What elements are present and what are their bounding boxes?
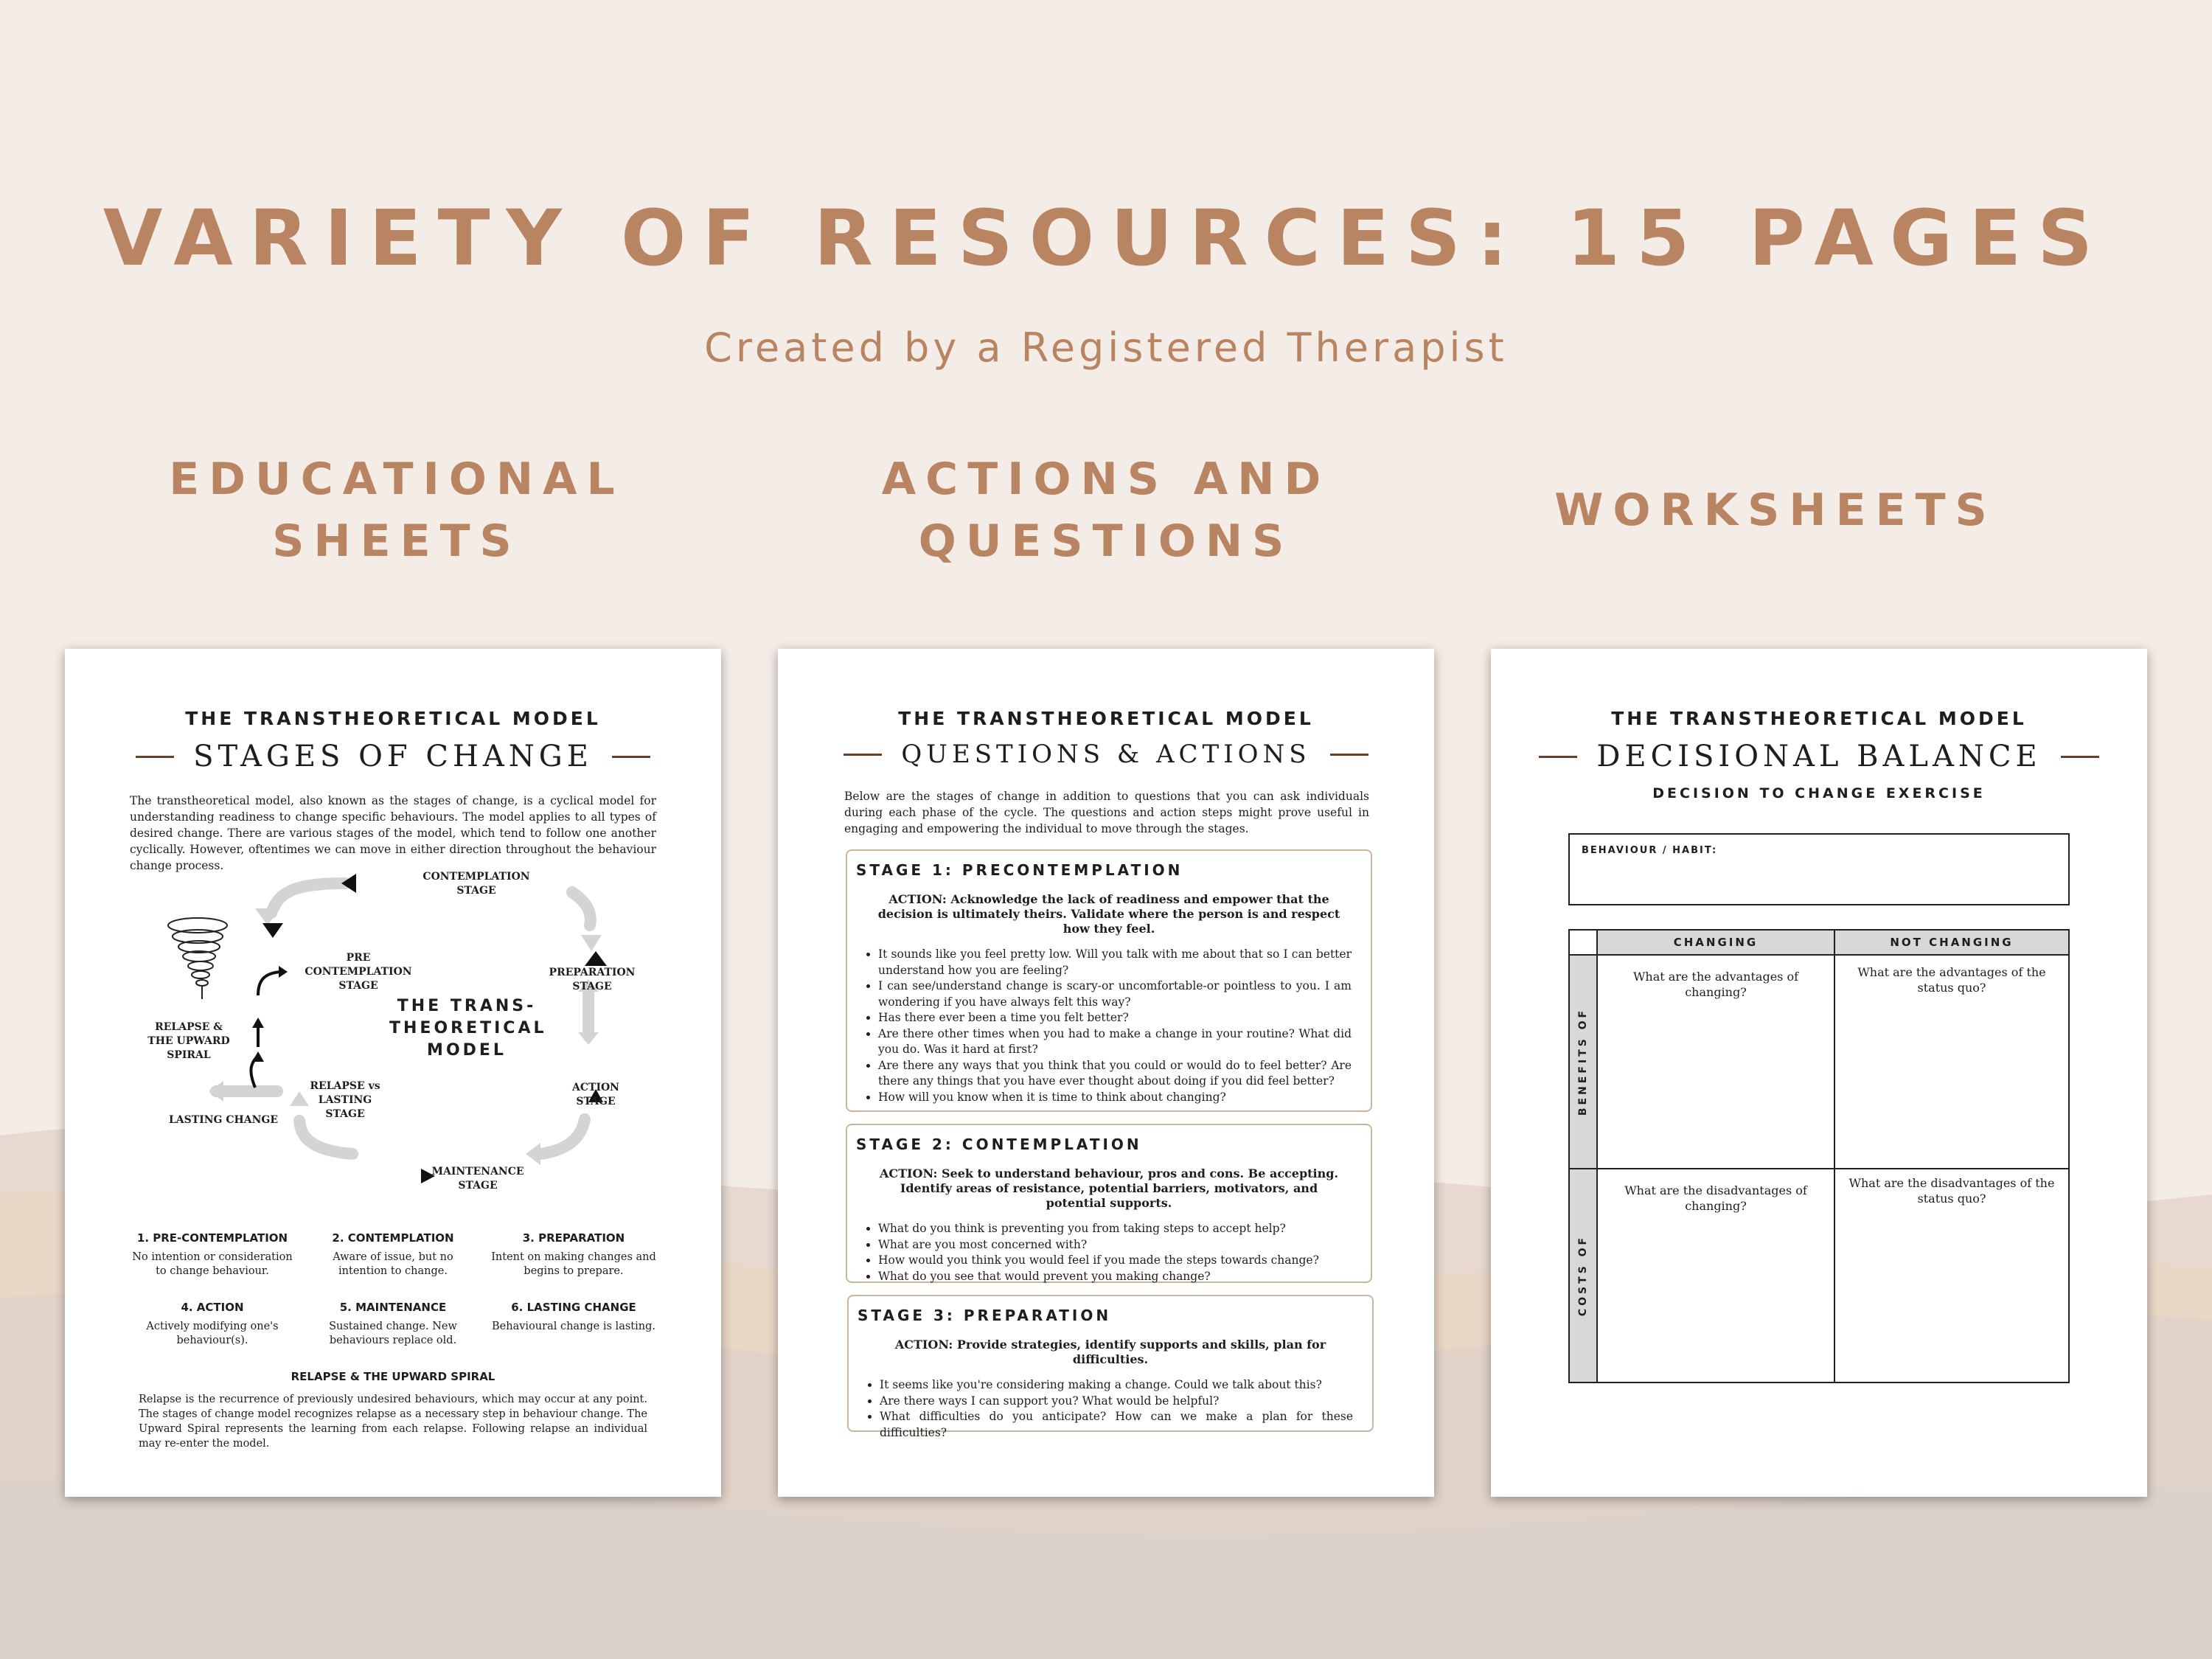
sheet-title-text: QUESTIONS & ACTIONS	[901, 740, 1311, 769]
costs-not-changing-cell[interactable]	[1834, 1168, 2070, 1383]
sheet-title	[1491, 740, 2147, 773]
sheet-overline: THE TRANSTHEORETICAL MODEL	[185, 708, 601, 729]
stage-marker	[262, 923, 283, 938]
center-line: THEORETICAL	[389, 1019, 547, 1037]
list-item: • Are there any ways that you think that you could or would do to feel better? Are there any things that you have ever thought about doing if you did feel better?	[878, 1058, 1352, 1090]
cell-prompt: What are the advantages of the status quo?	[1857, 965, 2046, 995]
list-item: • What difficulties do you anticipate? How can we make a plan for these difficulties?	[880, 1409, 1353, 1441]
stage-heading: 4. ACTION	[181, 1301, 244, 1314]
cycle-label-contemplation	[417, 870, 535, 898]
stage-description	[485, 1320, 662, 1334]
question-list	[863, 1377, 1353, 1441]
question-list	[862, 1221, 1352, 1284]
list-item: • It seems like you're considering making a change. Could we talk about this?	[880, 1377, 1353, 1394]
list-item: • How would you think you would feel if you made the steps towards change?	[878, 1253, 1352, 1269]
benefits-not-changing-cell[interactable]	[1834, 954, 2070, 1169]
stage-summary-3	[485, 1231, 662, 1279]
stage-box-preparation	[847, 1295, 1374, 1439]
label-line: STAGE	[456, 885, 496, 897]
behaviour-habit-label: BEHAVIOUR / HABIT:	[1582, 845, 1718, 856]
arrow-head	[255, 908, 280, 925]
relapse-text: Relapse is the recurrence of previously undesired behaviours, which may occur at any point. The stages of change model recognizes relapse as a necessary step in behaviour change. The Upward Spiral represents the learning from each relapse. Following relapse an individual may re-enter the model.	[139, 1394, 647, 1450]
label-line: SPIRAL	[167, 1049, 211, 1061]
cycle-label-action	[552, 1081, 640, 1109]
column-header-changing: CHANGING	[1596, 929, 1835, 956]
stage-heading: 2. CONTEMPLATION	[332, 1231, 454, 1245]
cycle-label-relapse-spiral	[145, 1020, 233, 1062]
label-line: RELAPSE &	[155, 1021, 223, 1033]
cycle-label-maintenance	[419, 1165, 537, 1193]
spiral-arrow-head	[279, 966, 288, 978]
relapse-heading: RELAPSE & THE UPWARD SPIRAL	[291, 1370, 495, 1383]
label-line: ACTION	[572, 1082, 619, 1093]
cycle-label-preparation	[537, 966, 647, 994]
question-list	[862, 947, 1352, 1105]
column-heading-line: ACTIONS AND	[881, 453, 1331, 505]
stage-description	[124, 1320, 301, 1348]
stage-box-action: ACTION: Seek to understand behaviour, pros and cons. Be accepting. Identify areas of resistance, potential barriers, motivators, and potential supports.	[879, 1166, 1339, 1210]
sheet-intro: Below are the stages of change in addition to questions that you can ask individuals during each phase of the cycle. The questions and action steps might prove useful in engaging and empowering the individual to move through the stages.	[844, 790, 1369, 835]
row-header-label: BENEFITS OF	[1577, 1007, 1589, 1116]
list-item: • I can see/understand change is scary-or uncomfortable-or pointless to you. I am wondering if you have always felt this way?	[878, 978, 1352, 1010]
sheet-title	[778, 740, 1434, 769]
title-rule-right	[2061, 756, 2099, 758]
sheet-title-text: DECISIONAL BALANCE	[1596, 740, 2042, 773]
column-header-not-changing: NOT CHANGING	[1834, 929, 2070, 956]
stage-marker	[585, 951, 607, 966]
cell-prompt: What are the disadvantages of changing?	[1624, 1183, 1807, 1213]
title-rule-left	[844, 754, 882, 756]
benefits-changing-cell[interactable]	[1596, 954, 1835, 1169]
desc-line: Intent on making changes and	[491, 1251, 656, 1263]
desc-line: Aware of issue, but no	[333, 1251, 453, 1263]
row-header-costs	[1568, 1168, 1598, 1383]
sheet-intro: The transtheoretical model, also known as the stages of change, is a cyclical model for understanding readiness to change specific behaviours. The model applies to all types of desired change. There are various stages of the model, which tend to follow one another cyclically. However, oftentimes we can move in either direction throughout the behaviour change process.	[130, 794, 656, 872]
list-item: • How will you know when it is time to think about changing?	[878, 1090, 1352, 1106]
label-line: STAGE	[458, 1180, 498, 1192]
title-rule-left	[1539, 756, 1577, 758]
arrow-head	[209, 1081, 223, 1102]
stage-box-precontemplation	[846, 849, 1372, 1112]
questions-actions-preview	[778, 649, 1434, 1497]
desc-line: to change behaviour.	[156, 1265, 269, 1277]
spiral-arrow-head	[252, 1018, 264, 1028]
arrow-head	[578, 1032, 599, 1045]
stage-box-heading: STAGE 1: PRECONTEMPLATION	[856, 861, 1183, 879]
educational-sheet-preview	[65, 649, 721, 1497]
page-title: VARIETY OF RESOURCES: 15 PAGES	[102, 193, 2110, 283]
row-header-label: COSTS OF	[1577, 1234, 1589, 1317]
list-item: • Are there other times when you had to make a change in your routine? What did you do. Was it hard at first?	[878, 1026, 1352, 1058]
stage-summary-5	[305, 1301, 481, 1348]
list-item: • What do you think is preventing you from taking steps to accept help?	[878, 1221, 1352, 1237]
column-heading-line: SHEETS	[272, 515, 521, 567]
column-heading-worksheets	[1444, 479, 2107, 541]
desc-line: No intention or consideration	[132, 1251, 293, 1263]
label-line: PREPARATION	[549, 967, 636, 978]
arrow-head	[526, 1143, 540, 1165]
stage-box-heading: STAGE 3: PREPARATION	[858, 1307, 1112, 1324]
center-line: MODEL	[427, 1041, 507, 1060]
label-line: LASTING CHANGE	[168, 1114, 279, 1126]
stage-marker	[341, 874, 356, 893]
column-heading-actions	[774, 448, 1438, 572]
list-item: • What are you most concerned with?	[878, 1237, 1352, 1253]
worksheet-subtitle: DECISION TO CHANGE EXERCISE	[1652, 785, 1986, 801]
column-heading-line: QUESTIONS	[918, 515, 1294, 567]
stage-heading: 5. MAINTENANCE	[339, 1301, 447, 1314]
stage-heading: 1. PRE-CONTEMPLATION	[136, 1231, 288, 1245]
spiral-icon	[168, 918, 227, 999]
label-line: RELAPSE vs	[310, 1080, 380, 1092]
list-item: • What do you see that would prevent you making change?	[878, 1269, 1352, 1285]
table-corner	[1568, 929, 1598, 956]
sheet-overline: THE TRANSTHEORETICAL MODEL	[1611, 708, 2027, 729]
center-line: THE TRANS-	[397, 997, 537, 1015]
label-line: MAINTENANCE	[431, 1166, 524, 1178]
desc-line: Actively modifying one's	[146, 1321, 279, 1332]
cycle-label-pre	[299, 951, 417, 993]
label-line: CONTEMPLATION	[305, 966, 412, 978]
behaviour-habit-field[interactable]	[1568, 833, 2070, 905]
list-item: • It sounds like you feel pretty low. Will you talk with me about that so I can better understand how you are feeling?	[878, 947, 1352, 978]
desc-line: intention to change.	[338, 1265, 448, 1277]
label-line: STAGE	[338, 980, 378, 992]
cycle-center-title	[389, 995, 547, 1062]
stage-description	[305, 1251, 481, 1279]
sheet-title-text: STAGES OF CHANGE	[193, 740, 593, 773]
stage-summary-1	[124, 1231, 301, 1279]
desc-line: Behavioural change is lasting.	[492, 1321, 655, 1332]
stage-heading: 6. LASTING CHANGE	[511, 1301, 636, 1314]
label-line: STAGE	[572, 981, 612, 992]
cycle-label-relapse-lasting	[297, 1079, 393, 1121]
arrow-head	[581, 935, 602, 951]
title-rule-right	[1330, 754, 1368, 756]
stage-box-action: ACTION: Acknowledge the lack of readiness and empower that the decision is ultimately theirs. Validate where the person is and respect how they feel.	[877, 892, 1340, 936]
column-heading-educational	[65, 448, 728, 572]
column-heading-line: WORKSHEETS	[1554, 484, 1997, 536]
cell-prompt: What are the disadvantages of the status quo?	[1848, 1176, 2055, 1206]
label-line: STAGE	[576, 1096, 616, 1107]
desc-line: begins to prepare.	[524, 1265, 624, 1277]
stage-description	[485, 1251, 662, 1279]
list-item: • Has there ever been a time you felt better?	[878, 1010, 1352, 1026]
worksheet-preview	[1491, 649, 2147, 1497]
label-line: PRE	[346, 952, 371, 964]
costs-changing-cell[interactable]	[1596, 1168, 1835, 1383]
stage-box-heading: STAGE 2: CONTEMPLATION	[856, 1135, 1142, 1153]
stage-heading: 3. PREPARATION	[522, 1231, 625, 1245]
stage-summary-6	[485, 1301, 662, 1334]
desc-line: Sustained change. New	[329, 1321, 457, 1332]
page-subtitle: Created by a Registered Therapist	[704, 324, 1508, 371]
row-header-benefits	[1568, 954, 1598, 1169]
stage-box-contemplation	[846, 1124, 1372, 1283]
stage-summary-4	[124, 1301, 301, 1348]
desc-line: behaviours replace old.	[329, 1335, 457, 1346]
cycle-label-lasting-change	[161, 1113, 286, 1127]
stage-box-action: ACTION: Provide strategies, identify supports and skills, plan for difficulties.	[894, 1338, 1326, 1366]
stage-summary-2	[305, 1231, 481, 1279]
stage-description	[124, 1251, 301, 1279]
list-item: • Are there ways I can support you? What would be helpful?	[880, 1394, 1353, 1410]
desc-line: behaviour(s).	[176, 1335, 248, 1346]
sheet-overline: THE TRANSTHEORETICAL MODEL	[898, 708, 1314, 729]
stage-description	[305, 1320, 481, 1348]
label-line: LASTING STAGE	[318, 1094, 372, 1120]
decisional-balance-table	[1568, 929, 2070, 1384]
label-line: THE UPWARD	[147, 1035, 230, 1047]
spiral-arrow-head	[252, 1051, 264, 1062]
label-line: CONTEMPLATION	[422, 871, 530, 883]
column-heading-line: EDUCATIONAL	[169, 453, 625, 505]
cell-prompt: What are the advantages of changing?	[1632, 970, 1799, 999]
